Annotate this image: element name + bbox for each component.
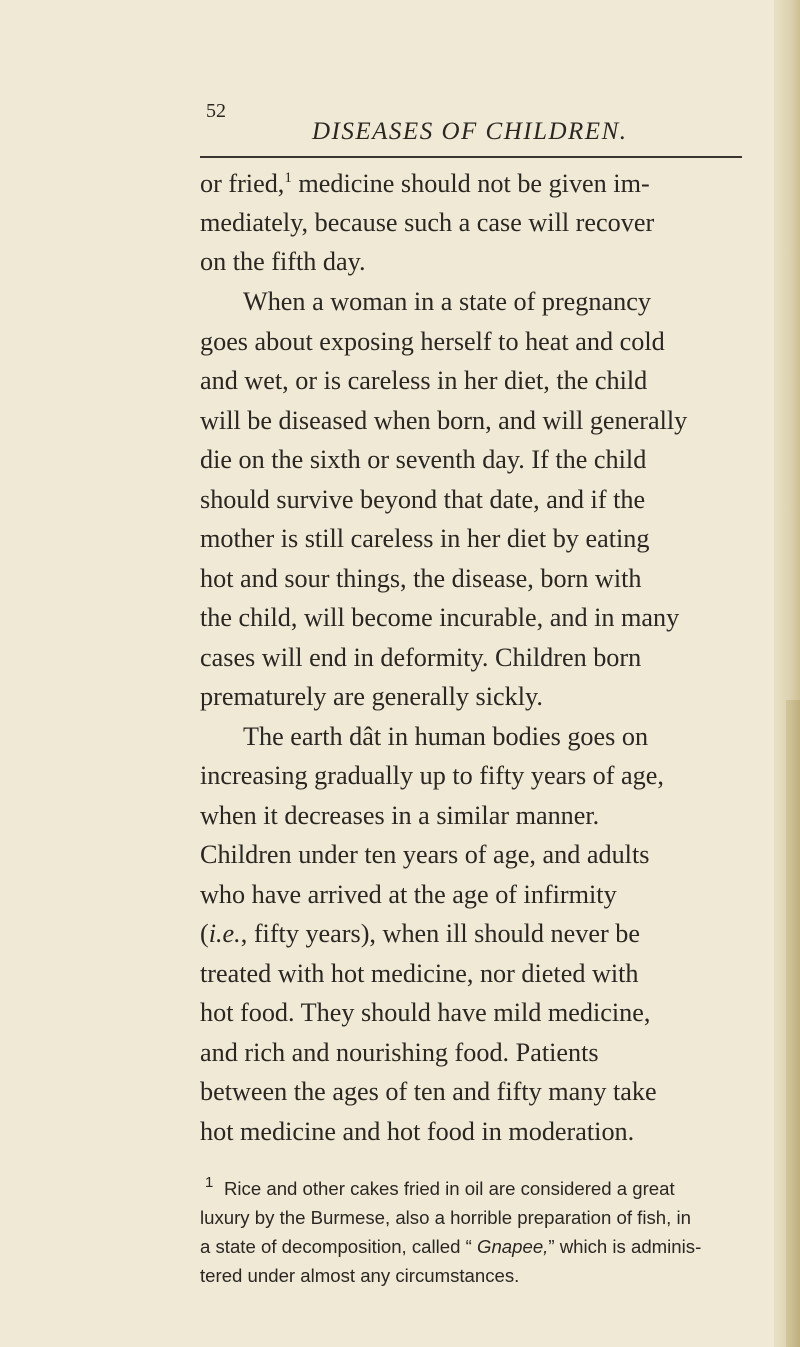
body-line: on the fifth day.: [200, 247, 366, 276]
body-line: hot medicine and hot food in moderation.: [200, 1117, 635, 1146]
body-line: the child, will become incurable, and in many: [200, 603, 680, 632]
footnote-line: tered under almost any circumstances.: [200, 1265, 520, 1286]
body-line: and rich and nourishing food. Patients: [200, 1038, 599, 1067]
body-line: hot and sour things, the disease, born with: [200, 564, 642, 593]
body-line: should survive beyond that date, and if the: [200, 485, 646, 514]
body-line: When a woman in a state of pregnancy: [243, 287, 651, 316]
running-head: DISEASES OF CHILDREN.: [312, 118, 628, 145]
body-line: between the ages of ten and fifty many take: [200, 1077, 657, 1106]
footnote-line: a state of decomposition, called “ Gnapee,” which is adminis-: [200, 1236, 702, 1257]
body-line: mother is still careless in her diet by eating: [200, 524, 650, 553]
body-line: who have arrived at the age of infirmity: [200, 880, 617, 909]
body-line: goes about exposing herself to heat and cold: [200, 327, 665, 356]
footnote-reference: 1: [284, 170, 292, 186]
body-line: die on the sixth or seventh day. If the child: [200, 445, 647, 474]
body-line: increasing gradually up to fifty years of age,: [200, 761, 664, 790]
body-line: The earth dât in human bodies goes on: [243, 722, 649, 751]
footnote-line: luxury by the Burmese, also a horrible preparation of fish, in: [200, 1207, 691, 1228]
body-line: and wet, or is careless in her diet, the child: [200, 366, 648, 395]
page-number: 52: [206, 100, 226, 122]
body-line: when it decreases in a similar manner.: [200, 801, 600, 830]
footnote-marker: 1: [205, 1174, 214, 1191]
body-line: Children under ten years of age, and adults: [200, 840, 650, 869]
page-edge-stain: [786, 700, 800, 1347]
body-line: treated with hot medicine, nor dieted with: [200, 959, 639, 988]
body-line: prematurely are generally sickly.: [200, 682, 543, 711]
body-line: cases will end in deformity. Children born: [200, 643, 642, 672]
header-rule: [200, 156, 742, 158]
body-line: will be diseased when born, and will generally: [200, 406, 688, 435]
body-line: or fried,$^1$ medicine should not be given im-: [200, 169, 650, 198]
footnote-line: Rice and other cakes fried in oil are considered a great: [224, 1178, 675, 1199]
body-line: (i.e., fifty years), when ill should never be: [200, 919, 640, 948]
body-line: mediately, because such a case will recover: [200, 208, 655, 237]
body-line: hot food. They should have mild medicine,: [200, 998, 651, 1027]
